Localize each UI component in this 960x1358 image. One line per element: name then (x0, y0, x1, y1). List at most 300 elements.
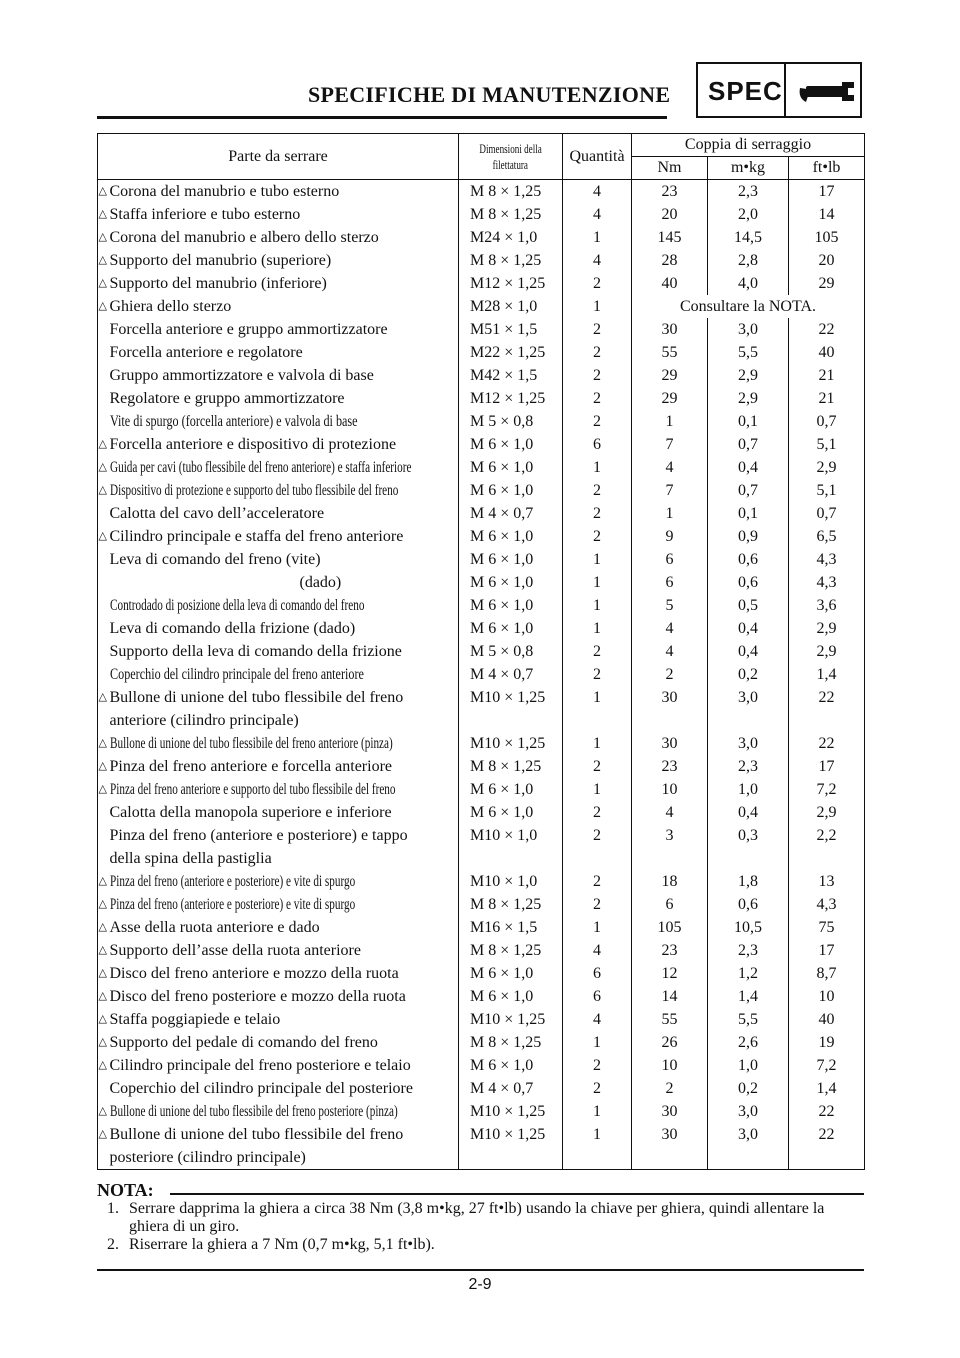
part-name (108, 663, 459, 686)
quantity: 1 (563, 295, 632, 318)
torque-ftlb: 14 (789, 203, 865, 226)
part-name-text: Disco del freno posteriore e mozzo della ruota (109, 988, 406, 1005)
row-mark-icon: △ (98, 1036, 107, 1048)
quantity: 1 (563, 732, 632, 755)
torque-mkg: 10,5 (708, 916, 789, 939)
torque-ftlb: 8,7 (789, 962, 865, 985)
part-name-text: Supporto del pedale di comando del freno (109, 1034, 378, 1051)
table-row (98, 1077, 865, 1100)
torque-ftlb: 105 (789, 226, 865, 249)
part-name-text: Supporto dell’asse della ruota anteriore (109, 942, 361, 959)
table-row (98, 433, 865, 456)
thread-size: M 8 × 1,25 (459, 180, 563, 204)
part-name (108, 1100, 459, 1123)
col-qty-header: Quantità (563, 134, 632, 180)
quantity: 2 (563, 502, 632, 525)
note-item-text: Serrare dapprima la ghiera a circa 38 Nm (3,8 m•kg, 27 ft•lb) usando la chiave per ghiera, quindi allentare la ghiera di un giro. (129, 1200, 825, 1235)
row-mark-icon (98, 1077, 108, 1100)
torque-ftlb: 1,4 (789, 663, 865, 686)
thread-size: M 6 × 1,0 (459, 962, 563, 985)
torque-ftlb: 20 (789, 249, 865, 272)
table-row (98, 663, 865, 686)
table-row (98, 732, 865, 755)
torque-ftlb: 7,2 (789, 778, 865, 801)
thread-size: M10 × 1,25 (459, 732, 563, 755)
torque-ftlb: 4,3 (789, 571, 865, 594)
quantity: 1 (563, 548, 632, 571)
row-mark-icon (98, 548, 108, 571)
table-body (98, 180, 865, 1170)
torque-ftlb: 75 (789, 916, 865, 939)
row-mark-icon: △ (98, 208, 107, 220)
table-row (98, 456, 865, 479)
table-row (98, 1100, 865, 1123)
table-row (98, 801, 865, 824)
torque-mkg: 0,2 (708, 1077, 789, 1100)
quantity: 1 (563, 226, 632, 249)
torque-mkg: 0,4 (708, 456, 789, 479)
footer-rule (97, 1269, 864, 1271)
part-name (108, 479, 459, 502)
quantity: 4 (563, 1008, 632, 1031)
part-name-text: Pinza del freno (anteriore e posteriore) e vite di spurgo (109, 896, 355, 913)
row-mark-icon: △ (98, 185, 107, 197)
thread-size: M 4 × 0,7 (459, 663, 563, 686)
row-mark-icon: △ (98, 461, 107, 473)
thread-size: M10 × 1,0 (459, 870, 563, 893)
table-row (98, 916, 865, 939)
table-row (98, 410, 865, 433)
part-name (108, 732, 459, 755)
spec-badge (696, 62, 862, 118)
thread-size: M28 × 1,0 (459, 295, 563, 318)
note-item-number: 2. (107, 1236, 119, 1253)
quantity: 2 (563, 663, 632, 686)
part-name (108, 801, 459, 824)
torque-nm: 29 (632, 364, 708, 387)
table-row (98, 893, 865, 916)
quantity: 1 (563, 916, 632, 939)
part-name-text: Staffa inferiore e tubo esterno (109, 206, 301, 223)
torque-nm: 18 (632, 870, 708, 893)
torque-nm: 10 (632, 778, 708, 801)
row-mark-icon (98, 571, 108, 594)
table-row (98, 387, 865, 410)
torque-ftlb: 22 (789, 732, 865, 755)
torque-ftlb: 6,5 (789, 525, 865, 548)
quantity: 2 (563, 824, 632, 870)
torque-mkg: 2,3 (708, 180, 789, 204)
row-mark-icon: △ (98, 737, 107, 749)
quantity: 2 (563, 801, 632, 824)
thread-size: M 6 × 1,0 (459, 594, 563, 617)
quantity: 2 (563, 341, 632, 364)
part-name-text: Cilindro principale e staffa del freno anteriore (109, 528, 404, 545)
part-name (108, 640, 459, 663)
part-name (108, 985, 459, 1008)
part-name (108, 1031, 459, 1054)
torque-mkg: 0,6 (708, 893, 789, 916)
torque-ftlb: 2,9 (789, 617, 865, 640)
thread-size: M10 × 1,0 (459, 824, 563, 870)
part-name-text: Leva di comando del freno (vite) (109, 551, 321, 568)
part-name (108, 272, 459, 295)
col-torque-header: Coppia di serraggio (632, 134, 865, 157)
torque-nm: 6 (632, 548, 708, 571)
row-mark-icon (98, 824, 108, 870)
torque-mkg: 3,0 (708, 732, 789, 755)
page-title: SPECIFICHE DI MANUTENZIONE (308, 82, 671, 107)
note-rule (170, 1193, 864, 1195)
part-name (108, 778, 459, 801)
table-row (98, 295, 865, 318)
torque-mkg: 5,5 (708, 341, 789, 364)
quantity: 1 (563, 1100, 632, 1123)
torque-ftlb: 2,9 (789, 456, 865, 479)
row-mark-icon (98, 410, 108, 433)
part-name (108, 525, 459, 548)
part-name-text: Calotta della manopola superiore e inferiore (109, 804, 392, 821)
part-name-text: Bullone di unione del tubo flessibile del freno posteriore (pinza) (109, 1103, 398, 1120)
part-name (108, 939, 459, 962)
part-name-text: Pinza del freno anteriore e forcella anteriore (109, 758, 393, 775)
table-row (98, 617, 865, 640)
part-name-text-line2: posteriore (cilindro principale) (109, 1149, 306, 1166)
torque-nm: 28 (632, 249, 708, 272)
table-row (98, 1008, 865, 1031)
torque-note: Consultare la NOTA. (632, 295, 865, 318)
thread-size: M 6 × 1,0 (459, 1054, 563, 1077)
table-row (98, 203, 865, 226)
thread-size: M 6 × 1,0 (459, 571, 563, 594)
torque-mkg: 1,0 (708, 1054, 789, 1077)
part-name-text: Vite di spurgo (forcella anteriore) e valvola di base (109, 413, 358, 430)
torque-mkg: 2,3 (708, 939, 789, 962)
part-name-text: Supporto della leva di comando della frizione (109, 643, 402, 660)
row-mark-icon (98, 801, 108, 824)
torque-ftlb: 2,2 (789, 824, 865, 870)
part-name-text: Forcella anteriore e gruppo ammortizzatore (109, 321, 388, 338)
torque-nm: 29 (632, 387, 708, 410)
table-row (98, 1054, 865, 1077)
row-mark-icon: △ (98, 1105, 107, 1117)
col-mkg-header: m•kg (708, 157, 789, 180)
thread-size: M 6 × 1,0 (459, 778, 563, 801)
part-name (108, 410, 459, 433)
torque-ftlb: 19 (789, 1031, 865, 1054)
torque-mkg: 0,2 (708, 663, 789, 686)
part-name-text: Pinza del freno (anteriore e posteriore) e tappo (109, 827, 408, 844)
table-row (98, 364, 865, 387)
table-row (98, 180, 865, 204)
part-name-text: Controdado di posizione della leva di comando del freno (109, 597, 364, 614)
torque-nm: 9 (632, 525, 708, 548)
header-rule (97, 116, 667, 119)
spec-badge-divider (784, 64, 786, 116)
table-row (98, 755, 865, 778)
thread-size: M10 × 1,25 (459, 686, 563, 732)
thread-size: M42 × 1,5 (459, 364, 563, 387)
torque-ftlb: 40 (789, 341, 865, 364)
quantity: 4 (563, 939, 632, 962)
torque-ftlb: 1,4 (789, 1077, 865, 1100)
table-row (98, 226, 865, 249)
thread-size: M51 × 1,5 (459, 318, 563, 341)
row-mark-icon (98, 318, 108, 341)
torque-nm: 23 (632, 180, 708, 204)
row-mark-icon (98, 364, 108, 387)
torque-ftlb: 5,1 (789, 433, 865, 456)
torque-mkg: 0,7 (708, 433, 789, 456)
part-name (108, 893, 459, 916)
table-row (98, 502, 865, 525)
row-mark-icon: △ (98, 898, 107, 910)
torque-mkg: 0,4 (708, 801, 789, 824)
part-name (108, 1077, 459, 1100)
table-row (98, 318, 865, 341)
table-row (98, 686, 865, 732)
part-name (108, 203, 459, 226)
table-row (98, 249, 865, 272)
torque-mkg: 1,0 (708, 778, 789, 801)
thread-size: M12 × 1,25 (459, 387, 563, 410)
thread-size: M 5 × 0,8 (459, 640, 563, 663)
row-mark-icon: △ (98, 875, 107, 887)
row-mark-icon (98, 617, 108, 640)
part-name-text: Cilindro principale del freno posteriore e telaio (109, 1057, 411, 1074)
torque-mkg: 0,5 (708, 594, 789, 617)
torque-nm: 30 (632, 1123, 708, 1170)
thread-size: M22 × 1,25 (459, 341, 563, 364)
quantity: 6 (563, 433, 632, 456)
torque-mkg: 0,9 (708, 525, 789, 548)
torque-ftlb: 4,3 (789, 893, 865, 916)
col-ftlb-header: ft•lb (789, 157, 865, 180)
thread-size: M 8 × 1,25 (459, 755, 563, 778)
part-name (108, 249, 459, 272)
table-row (98, 525, 865, 548)
torque-nm: 7 (632, 433, 708, 456)
note-list (107, 1200, 862, 1254)
part-name (108, 916, 459, 939)
torque-mkg: 5,5 (708, 1008, 789, 1031)
torque-mkg: 0,1 (708, 502, 789, 525)
part-name-text: Bullone di unione del tubo flessibile del freno (109, 689, 404, 706)
col-nm-header: Nm (632, 157, 708, 180)
torque-ftlb: 2,9 (789, 640, 865, 663)
torque-mkg: 0,4 (708, 617, 789, 640)
part-name (108, 180, 459, 204)
wrench-icon (796, 74, 856, 108)
quantity: 4 (563, 203, 632, 226)
torque-mkg: 3,0 (708, 686, 789, 732)
table-row (98, 778, 865, 801)
torque-ftlb: 29 (789, 272, 865, 295)
part-name (108, 318, 459, 341)
torque-mkg: 14,5 (708, 226, 789, 249)
thread-size: M 6 × 1,0 (459, 617, 563, 640)
torque-ftlb: 21 (789, 387, 865, 410)
torque-spec-table (97, 133, 865, 1170)
torque-nm: 23 (632, 939, 708, 962)
row-mark-icon (98, 640, 108, 663)
torque-mkg: 2,6 (708, 1031, 789, 1054)
part-name (108, 1008, 459, 1031)
torque-ftlb: 0,7 (789, 410, 865, 433)
col-thread-header-line1: Dimensioni della (479, 140, 542, 156)
part-name (108, 387, 459, 410)
thread-size: M 6 × 1,0 (459, 548, 563, 571)
torque-nm: 4 (632, 456, 708, 479)
part-name (108, 364, 459, 387)
row-mark-icon (98, 663, 108, 686)
part-name (108, 1054, 459, 1077)
quantity: 2 (563, 870, 632, 893)
quantity: 2 (563, 1077, 632, 1100)
row-mark-icon (98, 341, 108, 364)
quantity: 1 (563, 686, 632, 732)
thread-size: M 6 × 1,0 (459, 801, 563, 824)
quantity: 6 (563, 985, 632, 1008)
table-row (98, 1031, 865, 1054)
quantity: 2 (563, 410, 632, 433)
thread-size: M16 × 1,5 (459, 916, 563, 939)
torque-mkg: 0,7 (708, 479, 789, 502)
spec-badge-label: SPEC (708, 76, 783, 106)
table-row (98, 272, 865, 295)
quantity: 2 (563, 525, 632, 548)
row-mark-icon: △ (98, 438, 107, 450)
part-name-text: Supporto del manubrio (inferiore) (109, 275, 327, 292)
thread-size: M 6 × 1,0 (459, 433, 563, 456)
note-item-text: Riserrare la ghiera a 7 Nm (0,7 m•kg, 5,1 ft•lb). (129, 1236, 435, 1253)
row-mark-icon: △ (98, 231, 107, 243)
table-row (98, 548, 865, 571)
part-name-text: Coperchio del cilindro principale del posteriore (109, 1080, 413, 1097)
part-name-text: Corona del manubrio e tubo esterno (109, 183, 340, 200)
torque-ftlb: 40 (789, 1008, 865, 1031)
quantity: 1 (563, 1031, 632, 1054)
quantity: 4 (563, 180, 632, 204)
col-part-header: Parte da serrare (98, 134, 459, 180)
torque-nm: 5 (632, 594, 708, 617)
table-row (98, 640, 865, 663)
torque-nm: 2 (632, 1077, 708, 1100)
thread-size: M 8 × 1,25 (459, 1031, 563, 1054)
row-mark-icon: △ (98, 760, 107, 772)
torque-ftlb: 4,3 (789, 548, 865, 571)
torque-mkg: 2,9 (708, 364, 789, 387)
part-name-text: Coperchio del cilindro principale del freno anteriore (109, 666, 364, 683)
row-mark-icon: △ (98, 967, 107, 979)
torque-ftlb: 5,1 (789, 479, 865, 502)
table-row (98, 1123, 865, 1170)
quantity: 2 (563, 755, 632, 778)
quantity: 2 (563, 318, 632, 341)
torque-ftlb: 17 (789, 939, 865, 962)
torque-mkg: 1,2 (708, 962, 789, 985)
note-item-number: 1. (107, 1200, 119, 1217)
part-name (108, 341, 459, 364)
thread-size: M 6 × 1,0 (459, 479, 563, 502)
part-name-text: Bullone di unione del tubo flessibile del freno anteriore (pinza) (109, 735, 393, 752)
part-name-text: Gruppo ammortizzatore e valvola di base (109, 367, 374, 384)
part-name-text: Pinza del freno (anteriore e posteriore) e vite di spurgo (109, 873, 355, 890)
quantity: 2 (563, 272, 632, 295)
thread-size: M10 × 1,25 (459, 1008, 563, 1031)
part-name-text: Asse della ruota anteriore e dado (109, 919, 320, 936)
table-header-row (98, 134, 865, 157)
torque-ftlb: 3,6 (789, 594, 865, 617)
torque-ftlb: 10 (789, 985, 865, 1008)
part-name-text: Staffa poggiapiede e telaio (109, 1011, 281, 1028)
thread-size: M 8 × 1,25 (459, 203, 563, 226)
torque-nm: 30 (632, 732, 708, 755)
part-name (108, 456, 459, 479)
part-name (108, 502, 459, 525)
torque-nm: 6 (632, 571, 708, 594)
torque-ftlb: 0,7 (789, 502, 865, 525)
part-name-text: Pinza del freno anteriore e supporto del tubo flessibile del freno (109, 781, 396, 798)
part-name-text: Dispositivo di protezione e supporto del tubo flessibile del freno (109, 482, 398, 499)
torque-nm: 30 (632, 686, 708, 732)
part-name-text: Calotta del cavo dell’acceleratore (109, 505, 325, 522)
table-row (98, 479, 865, 502)
torque-mkg: 3,0 (708, 1100, 789, 1123)
part-name (108, 824, 459, 870)
part-name (108, 617, 459, 640)
row-mark-icon: △ (98, 277, 107, 289)
torque-mkg: 3,0 (708, 1123, 789, 1170)
torque-mkg: 0,6 (708, 548, 789, 571)
torque-mkg: 0,1 (708, 410, 789, 433)
torque-nm: 55 (632, 341, 708, 364)
torque-nm: 4 (632, 617, 708, 640)
thread-size: M 5 × 0,8 (459, 410, 563, 433)
table-row (98, 571, 865, 594)
torque-nm: 7 (632, 479, 708, 502)
row-mark-icon (98, 387, 108, 410)
part-name-text: Forcella anteriore e regolatore (109, 344, 303, 361)
torque-ftlb: 17 (789, 755, 865, 778)
torque-nm: 12 (632, 962, 708, 985)
row-mark-icon (98, 594, 108, 617)
row-mark-icon: △ (98, 1013, 107, 1025)
torque-nm: 40 (632, 272, 708, 295)
table-row (98, 341, 865, 364)
quantity: 2 (563, 364, 632, 387)
torque-ftlb: 22 (789, 1123, 865, 1170)
thread-size: M 8 × 1,25 (459, 249, 563, 272)
torque-nm: 20 (632, 203, 708, 226)
thread-size: M12 × 1,25 (459, 272, 563, 295)
part-name (108, 571, 459, 594)
row-mark-icon: △ (98, 783, 107, 795)
part-name (108, 962, 459, 985)
part-name (108, 433, 459, 456)
row-mark-icon: △ (98, 254, 107, 266)
quantity: 1 (563, 456, 632, 479)
part-name (108, 594, 459, 617)
thread-size: M 6 × 1,0 (459, 985, 563, 1008)
thread-size: M 8 × 1,25 (459, 939, 563, 962)
thread-size: M 4 × 0,7 (459, 502, 563, 525)
thread-size: M 6 × 1,0 (459, 525, 563, 548)
torque-ftlb: 21 (789, 364, 865, 387)
torque-nm: 10 (632, 1054, 708, 1077)
torque-mkg: 2,0 (708, 203, 789, 226)
quantity: 4 (563, 249, 632, 272)
